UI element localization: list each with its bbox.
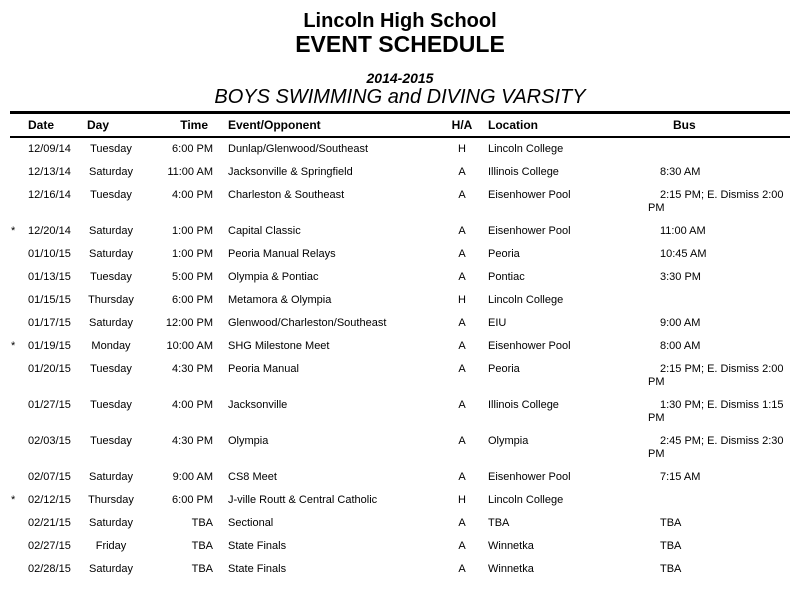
cell-date: 02/21/15 bbox=[28, 517, 71, 529]
table-row bbox=[10, 161, 790, 184]
cell-bus: TBA bbox=[660, 563, 682, 575]
column-header-location: Location bbox=[488, 118, 538, 132]
page-title: EVENT SCHEDULE bbox=[295, 31, 505, 57]
cell-home-away: H bbox=[458, 494, 466, 506]
cell-home-away: A bbox=[458, 363, 466, 375]
cell-location: Peoria bbox=[488, 248, 520, 260]
cell-day: Thursday bbox=[88, 294, 134, 306]
cell-star-marker bbox=[10, 394, 27, 430]
cell-bus: 1:30 PM; E. Dismiss 1:15 PM bbox=[648, 399, 784, 424]
cell-day: Saturday bbox=[88, 317, 134, 329]
table-row bbox=[10, 184, 790, 220]
table-row bbox=[10, 243, 790, 266]
cell-bus: 10:45 AM bbox=[660, 248, 707, 260]
cell-star-marker bbox=[10, 430, 27, 466]
cell-bus: 9:00 AM bbox=[660, 317, 701, 329]
cell-time: 6:00 PM bbox=[172, 494, 213, 506]
cell-date: 01/15/15 bbox=[28, 294, 71, 306]
cell-star-marker bbox=[10, 161, 27, 184]
table-row bbox=[10, 394, 790, 430]
cell-location: Eisenhower Pool bbox=[488, 340, 571, 352]
cell-location: Lincoln College bbox=[488, 143, 564, 155]
cell-event: State Finals bbox=[228, 540, 287, 552]
table-row bbox=[10, 312, 790, 335]
cell-star-marker bbox=[10, 137, 27, 161]
cell-location: Peoria bbox=[488, 363, 520, 375]
cell-bus: 2:45 PM; E. Dismiss 2:30 PM bbox=[648, 435, 784, 460]
cell-location: EIU bbox=[488, 317, 507, 329]
cell-location: Eisenhower Pool bbox=[488, 471, 571, 483]
cell-time: 5:00 PM bbox=[172, 271, 213, 283]
cell-location: TBA bbox=[488, 517, 510, 529]
cell-date: 12/20/14 bbox=[28, 225, 71, 237]
cell-event: Capital Classic bbox=[228, 225, 301, 237]
cell-event: State Finals bbox=[228, 563, 287, 575]
cell-home-away: A bbox=[458, 340, 466, 352]
cell-date: 12/13/14 bbox=[28, 166, 71, 178]
cell-location: Pontiac bbox=[488, 271, 525, 283]
column-header-time: Time bbox=[180, 118, 208, 132]
cell-event: Charleston & Southeast bbox=[228, 189, 345, 201]
cell-event: Metamora & Olympia bbox=[228, 294, 332, 306]
cell-day: Saturday bbox=[88, 563, 134, 575]
cell-event: Peoria Manual bbox=[228, 363, 299, 375]
cell-time: TBA bbox=[191, 517, 213, 529]
cell-bus: 8:30 AM bbox=[660, 166, 701, 178]
cell-event: Olympia bbox=[228, 435, 269, 447]
cell-location: Winnetka bbox=[488, 563, 534, 575]
table-row bbox=[10, 289, 790, 312]
cell-location: Eisenhower Pool bbox=[488, 189, 571, 201]
cell-star-marker bbox=[10, 358, 27, 394]
cell-date: 02/27/15 bbox=[28, 540, 71, 552]
table-row bbox=[10, 266, 790, 289]
table-header-row bbox=[10, 113, 790, 138]
cell-home-away: A bbox=[458, 189, 466, 201]
cell-time: 4:30 PM bbox=[172, 363, 213, 375]
cell-day: Saturday bbox=[88, 248, 134, 260]
cell-day: Monday bbox=[91, 340, 131, 352]
cell-bus bbox=[640, 137, 790, 161]
cell-home-away: A bbox=[458, 317, 466, 329]
cell-date: 01/13/15 bbox=[28, 271, 71, 283]
cell-home-away: H bbox=[458, 143, 466, 155]
cell-star-marker bbox=[10, 266, 27, 289]
cell-bus: 11:00 AM bbox=[660, 225, 706, 237]
cell-star-marker: * bbox=[11, 494, 16, 506]
cell-day: Thursday bbox=[88, 494, 134, 506]
cell-time: 9:00 AM bbox=[172, 471, 213, 483]
cell-event: Olympia & Pontiac bbox=[228, 271, 319, 283]
cell-home-away: A bbox=[458, 517, 466, 529]
cell-date: 01/17/15 bbox=[28, 317, 71, 329]
table-row bbox=[10, 466, 790, 489]
table-row bbox=[10, 335, 790, 358]
team-subtitle: BOYS SWIMMING and DIVING VARSITY bbox=[214, 86, 586, 108]
cell-time: 6:00 PM bbox=[172, 143, 213, 155]
cell-date: 01/19/15 bbox=[28, 340, 71, 352]
cell-bus: 8:00 AM bbox=[660, 340, 701, 352]
cell-star-marker bbox=[10, 535, 27, 558]
cell-location: Illinois College bbox=[488, 166, 559, 178]
cell-event: J-ville Routt & Central Catholic bbox=[228, 494, 378, 506]
cell-bus: 7:15 AM bbox=[660, 471, 701, 483]
cell-home-away: A bbox=[458, 435, 466, 447]
cell-bus bbox=[640, 489, 790, 512]
cell-event: Jacksonville bbox=[228, 399, 288, 411]
cell-home-away: A bbox=[458, 399, 466, 411]
cell-date: 01/20/15 bbox=[28, 363, 71, 375]
cell-star-marker bbox=[10, 312, 27, 335]
cell-star-marker: * bbox=[11, 340, 16, 352]
cell-time: TBA bbox=[191, 540, 213, 552]
cell-day: Saturday bbox=[88, 517, 134, 529]
season-label: 2014-2015 bbox=[366, 70, 434, 86]
cell-bus: 2:15 PM; E. Dismiss 2:00 PM bbox=[648, 363, 784, 388]
cell-date: 02/28/15 bbox=[28, 563, 71, 575]
cell-location: Lincoln College bbox=[488, 494, 564, 506]
cell-day: Friday bbox=[95, 540, 127, 552]
schedule-document bbox=[0, 10, 800, 590]
cell-day: Saturday bbox=[88, 166, 134, 178]
cell-home-away: A bbox=[458, 271, 466, 283]
cell-bus: TBA bbox=[660, 517, 682, 529]
cell-star-marker: * bbox=[11, 225, 16, 237]
table-row bbox=[10, 512, 790, 535]
cell-bus: TBA bbox=[660, 540, 682, 552]
cell-day: Saturday bbox=[88, 225, 134, 237]
cell-event: Jacksonville & Springfield bbox=[228, 166, 353, 178]
cell-home-away: A bbox=[458, 166, 466, 178]
cell-date: 02/12/15 bbox=[28, 494, 71, 506]
cell-home-away: A bbox=[458, 248, 466, 260]
cell-day: Tuesday bbox=[90, 189, 132, 201]
cell-day: Saturday bbox=[88, 471, 134, 483]
cell-day: Tuesday bbox=[90, 399, 132, 411]
cell-day: Tuesday bbox=[90, 143, 132, 155]
cell-event: SHG Milestone Meet bbox=[228, 340, 330, 352]
cell-date: 02/07/15 bbox=[28, 471, 71, 483]
cell-time: 4:30 PM bbox=[172, 435, 213, 447]
column-header-day: Day bbox=[87, 118, 110, 132]
cell-day: Tuesday bbox=[90, 363, 132, 375]
cell-location: Winnetka bbox=[488, 540, 534, 552]
event-schedule-table bbox=[10, 111, 790, 581]
cell-event: Glenwood/Charleston/Southeast bbox=[228, 317, 387, 329]
cell-home-away: A bbox=[458, 563, 466, 575]
cell-event: Peoria Manual Relays bbox=[228, 248, 336, 260]
table-body bbox=[10, 137, 790, 581]
cell-event: Sectional bbox=[228, 517, 274, 529]
cell-time: 1:00 PM bbox=[172, 248, 213, 260]
cell-star-marker bbox=[10, 289, 27, 312]
cell-time: 11:00 AM bbox=[167, 166, 213, 178]
cell-star-marker bbox=[10, 243, 27, 266]
cell-date: 12/16/14 bbox=[28, 189, 71, 201]
cell-location: Illinois College bbox=[488, 399, 559, 411]
cell-day: Tuesday bbox=[90, 435, 132, 447]
cell-time: 10:00 AM bbox=[166, 340, 213, 352]
cell-time: 12:00 PM bbox=[165, 317, 213, 329]
cell-date: 01/10/15 bbox=[28, 248, 71, 260]
cell-bus bbox=[640, 289, 790, 312]
cell-home-away: A bbox=[458, 540, 466, 552]
cell-star-marker bbox=[10, 184, 27, 220]
cell-time: TBA bbox=[191, 563, 213, 575]
cell-time: 4:00 PM bbox=[172, 399, 213, 411]
cell-day: Tuesday bbox=[90, 271, 132, 283]
cell-star-marker bbox=[10, 466, 27, 489]
table-row bbox=[10, 558, 790, 581]
table-row bbox=[10, 489, 790, 512]
cell-star-marker bbox=[10, 558, 27, 581]
table-row bbox=[10, 430, 790, 466]
cell-date: 02/03/15 bbox=[28, 435, 71, 447]
cell-location: Lincoln College bbox=[488, 294, 564, 306]
cell-home-away: H bbox=[458, 294, 466, 306]
cell-location: Eisenhower Pool bbox=[488, 225, 571, 237]
cell-bus: 3:30 PM bbox=[660, 271, 701, 283]
column-header-star bbox=[10, 113, 27, 138]
column-header-ha: H/A bbox=[451, 118, 473, 132]
cell-home-away: A bbox=[458, 471, 466, 483]
cell-date: 12/09/14 bbox=[28, 143, 71, 155]
table-row bbox=[10, 220, 790, 243]
cell-home-away: A bbox=[458, 225, 466, 237]
cell-date: 01/27/15 bbox=[28, 399, 71, 411]
cell-time: 6:00 PM bbox=[172, 294, 213, 306]
cell-location: Olympia bbox=[488, 435, 529, 447]
title-block bbox=[0, 10, 800, 109]
cell-star-marker bbox=[10, 512, 27, 535]
cell-event: Dunlap/Glenwood/Southeast bbox=[228, 143, 369, 155]
cell-event: CS8 Meet bbox=[228, 471, 277, 483]
school-name: Lincoln High School bbox=[303, 10, 497, 32]
cell-time: 4:00 PM bbox=[172, 189, 213, 201]
table-row bbox=[10, 137, 790, 161]
cell-time: 1:00 PM bbox=[172, 225, 213, 237]
cell-bus: 2:15 PM; E. Dismiss 2:00 PM bbox=[648, 189, 784, 214]
column-header-bus: Bus bbox=[673, 118, 696, 132]
table-row bbox=[10, 358, 790, 394]
column-header-event: Event/Opponent bbox=[228, 118, 321, 132]
column-header-date: Date bbox=[28, 118, 55, 132]
table-row bbox=[10, 535, 790, 558]
